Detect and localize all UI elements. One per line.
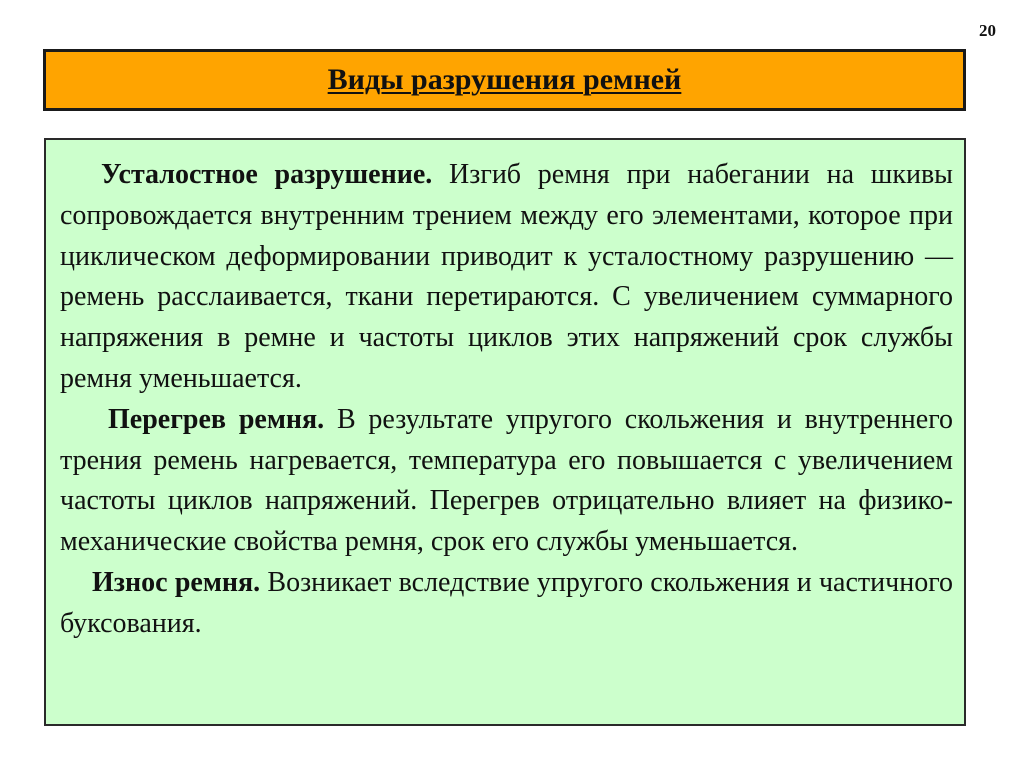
page-title: Виды разрушения ремней bbox=[327, 63, 682, 96]
paragraph-body: Возникает вследствие упругого скольжения и частичного буксования. bbox=[60, 566, 953, 639]
slide-number: 20 bbox=[979, 21, 996, 40]
paragraph-body: В результате упругого скольжения и внутреннего трения ремень нагревается, температура его повышается с увеличением частоты циклов напряжений. Перегрев отрицательно влияет на физико-механические свойства ремня, срок его службы уменьшается. bbox=[60, 403, 953, 558]
paragraph-belt-wear bbox=[60, 563, 953, 645]
paragraph-belt-overheating bbox=[60, 400, 953, 563]
content-panel bbox=[44, 138, 966, 726]
paragraph-lead: Износ ремня. bbox=[92, 566, 261, 598]
title-banner bbox=[43, 49, 966, 111]
paragraph-lead: Перегрев ремня. bbox=[108, 403, 325, 435]
paragraph-fatigue-failure bbox=[60, 155, 953, 400]
paragraph-lead: Усталостное разрушение. bbox=[101, 159, 433, 190]
paragraph-body: Изгиб ремня при набегании на шкивы сопровождается внутренним трением между его элементами, которое при циклическом деформировании приводит к усталостному разрушению — ремень расслаивается, ткани перетираются. С увеличением суммарного напряжения в ремне и частоты циклов этих напряжений срок службы ремня уменьшается. bbox=[60, 159, 953, 394]
